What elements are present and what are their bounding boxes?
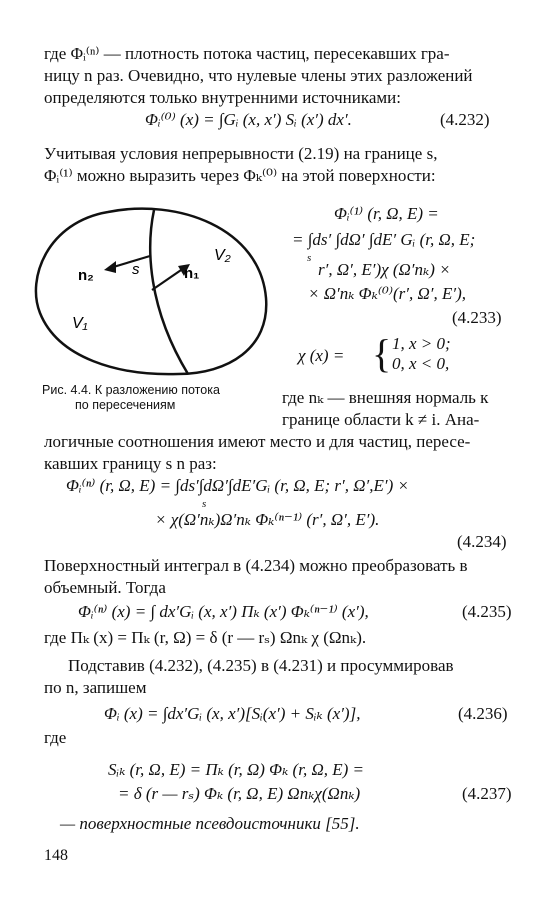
label-s: s [132, 261, 140, 278]
label-v2: V₂ [214, 247, 231, 264]
equation-4-232: Φᵢ⁽⁰⁾ (x) = ∫Gᵢ (x, x′) Sᵢ (x′) dx′. [145, 110, 352, 129]
page-number: 148 [44, 847, 68, 864]
text-line: определяются только внутренними источниками: [44, 88, 401, 107]
text-line: Подставив (4.232), (4.235) в (4.231) и просуммировав [68, 656, 454, 675]
equation-number: (4.234) [457, 532, 507, 551]
text-line: где Πₖ (x) = Πₖ (r, Ω) = δ (r — rₛ) Ωnₖ χ (Ωnₖ). [44, 628, 367, 647]
text-line: границе области k ≠ i. Ана- [282, 410, 480, 429]
text-line: Поверхностный интеграл в (4.234) можно преобразовать в [44, 556, 468, 575]
equation-number: (4.236) [458, 704, 508, 723]
equation-number: (4.235) [462, 602, 512, 621]
text-line: объемный. Тогда [44, 578, 166, 597]
arrow-head-icon [104, 261, 116, 273]
brace: { [372, 331, 392, 376]
normal-n1-arrow [152, 268, 184, 290]
equation-4-233: = ∫ds′ ∫dΩ′ ∫dE′ Gᵢ (r, Ω, E; [292, 230, 476, 249]
figure-caption: по пересечениям [75, 398, 176, 412]
chi-definition: χ (x) = [298, 346, 345, 365]
text-line: где Φᵢ⁽ⁿ⁾ — плотность потока частиц, пересекавших гра- [44, 44, 450, 63]
equation-number: (4.232) [440, 110, 490, 129]
text-line: ницу n раз. Очевидно, что нулевые члены этих разложений [44, 66, 473, 85]
text-line: Учитывая условия непрерывности (2.19) на границе s, [44, 144, 438, 163]
integral-subscript: s [202, 498, 207, 510]
equation-4-233: r′, Ω′, E′)χ (Ω′nₖ) × [318, 260, 451, 279]
equation-4-237: Sᵢₖ (r, Ω, E) = Πₖ (r, Ω) Φₖ (r, Ω, E) = [108, 760, 365, 779]
equation-number: (4.237) [462, 784, 512, 803]
figure-caption: Рис. 4.4. К разложению потока [42, 383, 220, 397]
text-line: по n, запишем [44, 678, 147, 697]
equation-4-234: Φᵢ⁽ⁿ⁾ (r, Ω, E) = ∫ds′∫dΩ′∫dE′Gᵢ (r, Ω, E; r′, Ω′,E′) × [66, 476, 409, 495]
text-line: кавших границу s n раз: [44, 454, 217, 473]
text-line: — поверхностные псевдоисточники [55]. [60, 814, 360, 833]
chi-case: 0, x < 0, [392, 354, 450, 373]
equation-4-236: Φᵢ (x) = ∫dx′Gᵢ (x, x′)[Sᵢ(x′) + Sᵢₖ (x′)], [104, 704, 361, 723]
chi-case: 1, x > 0; [392, 334, 451, 353]
equation-number: (4.233) [452, 308, 502, 327]
label-n2: n₂ [78, 267, 94, 284]
equation-4-233: Φᵢ⁽¹⁾ (r, Ω, E) = [334, 204, 439, 223]
equation-4-234: × χ(Ω′nₖ)Ω′nₖ Φₖ⁽ⁿ⁻¹⁾ (r′, Ω′, E′). [155, 510, 380, 529]
integral-subscript: s [307, 252, 312, 264]
equation-4-237: = δ (r — rₛ) Φₖ (r, Ω, E) Ωnₖχ(Ωnₖ) [118, 784, 361, 803]
label-v1: V₁ [72, 315, 88, 332]
equation-4-233: × Ω′nₖ Φₖ⁽⁰⁾(r′, Ω′, E′), [308, 284, 467, 303]
equation-4-235: Φᵢ⁽ⁿ⁾ (x) = ∫ dx′Gᵢ (x, x′) Πₖ (x′) Φₖ⁽ⁿ⁻¹⁾ (x′), [78, 602, 369, 621]
text-line: где [44, 728, 67, 747]
text-line: Φᵢ⁽¹⁾ можно выразить через Φₖ⁽⁰⁾ на этой поверхности: [44, 166, 436, 185]
figure-region-diagram [28, 198, 273, 376]
text-line: логичные соотношения имеют место и для частиц, пересе- [44, 432, 471, 451]
boundary-s-curve [150, 210, 188, 374]
label-n1: n₁ [184, 265, 200, 282]
text-line: где nₖ — внешняя нормаль к [282, 388, 489, 407]
